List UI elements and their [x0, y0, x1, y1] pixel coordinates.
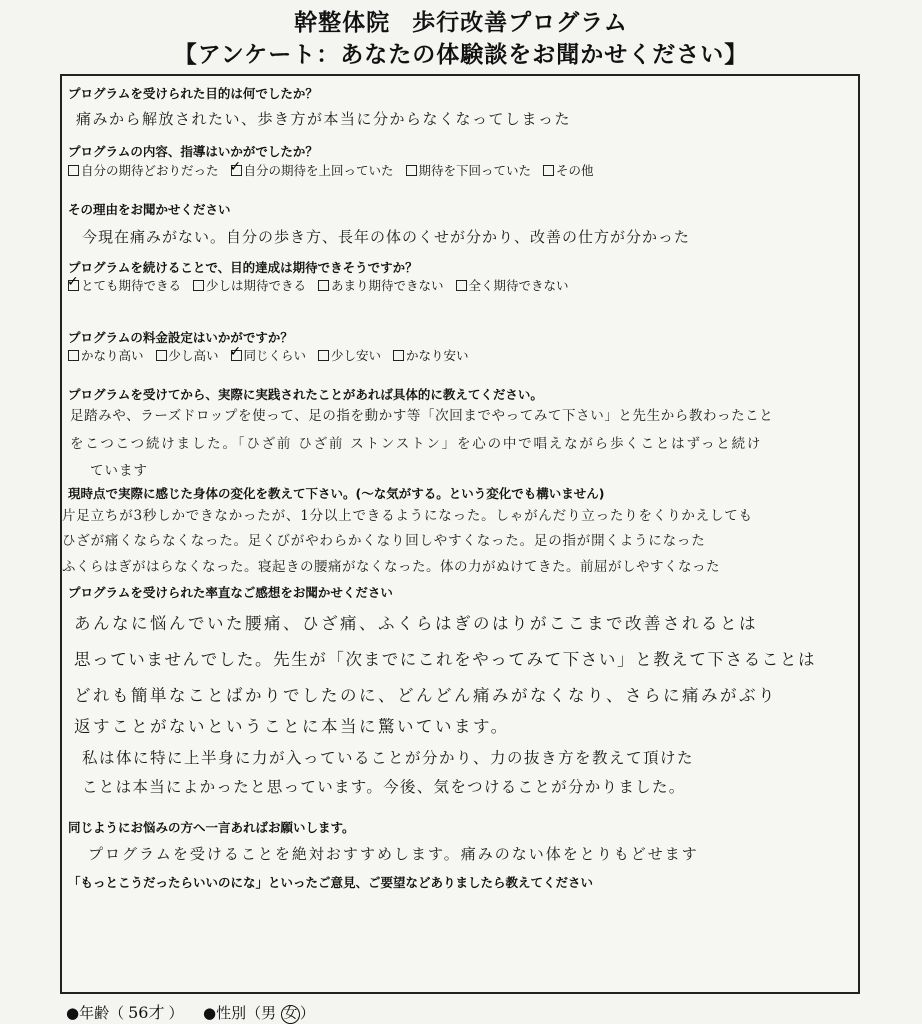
- q7-answer-line-2: ひざが痛くならなくなった。足くびがやわらかくなり回しやすくなった。足の指が開くようになった: [62, 533, 706, 549]
- checkbox-icon: [156, 350, 167, 361]
- q8-answer-line-5: 私は体に特に上半身に力が入っていることが分かり、力の抜き方を教えて頂けた: [82, 749, 695, 767]
- checkbox-icon: [393, 350, 404, 361]
- q8-answer-line-2: 思っていませんでした。先生が「次までにこれをやってみて下さい」と教えて下さることは: [74, 650, 817, 669]
- q2-options: [68, 161, 602, 179]
- q2-option-1[interactable]: 自分の期待どおりだった: [68, 161, 219, 179]
- q7-answer-line-1: 片足立ちが3秒しかできなかったが、1分以上できるようになった。しゃがんだり立ったりをくりかえしても: [62, 508, 753, 524]
- q5-option-1[interactable]: かなり高い: [68, 346, 144, 364]
- q5-options: [68, 346, 477, 364]
- checkbox-icon: [318, 350, 329, 361]
- q2-option-4[interactable]: その他: [543, 161, 594, 179]
- checkbox-icon: [318, 280, 329, 291]
- q4-option-3[interactable]: あまり期待できない: [318, 276, 444, 294]
- checkbox-icon: [68, 350, 79, 361]
- q4-option-2[interactable]: 少しは期待できる: [193, 276, 306, 294]
- q8-label: プログラムを受けられた率直なご感想をお聞かせください: [68, 585, 393, 600]
- q5-option-5[interactable]: かなり安い: [393, 346, 469, 364]
- q7-label: 現時点で実際に感じた身体の変化を教えて下さい。(～な気がする。という変化でも構いません): [68, 486, 605, 501]
- checkbox-icon: [456, 280, 467, 291]
- q2-option-2[interactable]: ✓ 自分の期待を上回っていた: [231, 161, 394, 179]
- q4-options: [68, 276, 577, 294]
- gender-value-circled: 女: [281, 1005, 300, 1024]
- gender-close: ）: [299, 1004, 315, 1022]
- q3-label: その理由をお聞かせください: [68, 202, 231, 217]
- page-subtitle: 【アンケート：あなたの体験談をお聞かせください】: [173, 42, 749, 68]
- q6-answer-line-2: をこつこつ続けました。「ひざ前 ひざ前 ストンストン」を心の中で唱えながら歩くことはずっと続け: [70, 436, 763, 452]
- checkbox-icon: [193, 280, 204, 291]
- gender-label: ●性別（男: [203, 1004, 277, 1022]
- q4-option-4[interactable]: 全く期待できない: [456, 276, 569, 294]
- q8-answer-line-3: どれも簡単なことばかりでしたのに、どんどん痛みがなくなり、さらに痛みがぶり: [74, 686, 777, 705]
- q6-label: プログラムを受けてから、実際に実践されたことがあれば具体的に教えてください。: [68, 387, 543, 402]
- q9-answer: プログラムを受けることを絶対おすすめします。痛みのない体をとりもどせます: [88, 845, 699, 863]
- q5-label: プログラムの料金設定はいかがですか？: [68, 330, 293, 345]
- q8-answer-line-4: 返すことがないということに本当に驚いています。: [74, 717, 510, 736]
- q9-label: 同じようにお悩みの方へ一言あればお願いします。: [68, 820, 355, 835]
- q4-label: プログラムを続けることで、目的達成は期待できそうですか？: [68, 260, 418, 275]
- checkbox-icon: [406, 165, 417, 176]
- program-name: 歩行改善プログラム: [412, 10, 628, 36]
- checkbox-icon: [543, 165, 554, 176]
- q5-option-2[interactable]: 少し高い: [156, 346, 219, 364]
- q2-option-3[interactable]: 期待を下回っていた: [406, 161, 532, 179]
- q5-option-4[interactable]: 少し安い: [318, 346, 381, 364]
- q1-label: プログラムを受けられた目的は何でしたか？: [68, 86, 318, 101]
- checked-checkbox-icon: [231, 350, 242, 361]
- q8-answer-line-1: あんなに悩んでいた腰痛、ひざ痛、ふくらはぎのはりがここまで改善されるとは: [74, 614, 758, 633]
- age-value: 56才: [128, 1003, 165, 1022]
- q4-option-1[interactable]: ✓とても期待できる: [68, 276, 181, 294]
- checked-checkbox-icon: [231, 165, 242, 176]
- q3-answer: 今現在痛みがない。自分の歩き方、長年の体のくせが分かり、改善の仕方が分かった: [82, 228, 691, 246]
- age-close: ）: [168, 1004, 184, 1022]
- clinic-name: 幹整体院: [294, 10, 391, 36]
- q8-answer-line-6: ことは本当によかったと思っています。今後、気をつけることが分かりました。: [82, 778, 686, 796]
- checked-checkbox-icon: [68, 280, 79, 291]
- q7-answer-line-3: ふくらはぎがはらなくなった。寝起きの腰痛がなくなった。体の力がぬけてきた。前屈がしやすくなった: [62, 559, 720, 575]
- page-title: [0, 4, 922, 37]
- q2-label: プログラムの内容、指導はいかがでしたか？: [68, 144, 318, 159]
- q6-answer-line-3: ています: [90, 463, 148, 479]
- checkbox-icon: [68, 165, 79, 176]
- q5-option-3[interactable]: ✓ 同じくらい: [231, 346, 307, 364]
- q10-label: 「もっとこうだったらいいのにな」といったご意見、ご要望などありましたら教えてください: [68, 875, 594, 890]
- respondent-info: [66, 1000, 315, 1024]
- q6-answer-line-1: 足踏みや、ラーズドロップを使って、足の指を動かす等「次回までやってみて下さい」と先生から教わったこと: [70, 408, 774, 424]
- age-label: ●年齢（: [66, 1004, 125, 1022]
- q1-answer: 痛みから解放されたい、歩き方が本当に分からなくなってしまった: [76, 110, 572, 128]
